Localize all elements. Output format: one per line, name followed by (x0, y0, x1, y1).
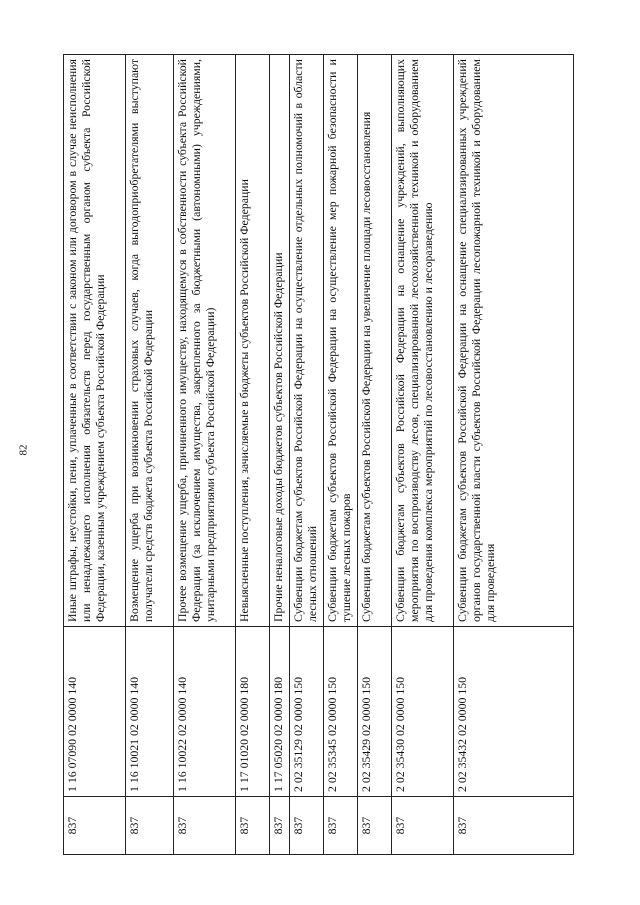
admin-code: 837 (270, 797, 290, 855)
document-table (63, 55, 573, 855)
table-row (392, 55, 454, 855)
table-row (270, 55, 290, 855)
income-description: Возмещение ущерба при возникновении страховых случаев, когда выгодоприобретателями выступают получатели средств бюджета субъекта Российской Федерации (126, 55, 174, 627)
income-code: 2 02 35129 02 0000 150 (290, 627, 324, 797)
table-row (64, 55, 126, 855)
table-row (174, 55, 236, 855)
income-code: 1 16 10021 02 0000 140 (126, 627, 174, 797)
income-description: Субвенции бюджетам субъектов Российской Федерации на осуществление мер пожарной безопасности и тушение лесных пожаров (324, 55, 358, 627)
admin-code: 837 (324, 797, 358, 855)
income-description: Прочее возмещение ущерба, причиненного имуществу, находящемуся в собственности субъекта Российской Федерации (за исключением имущества, закрепленного за бюджетными (автономными) учреждениями, унитарными предприятиями субъекта Российской Федерации) (174, 55, 236, 627)
admin-code: 837 (358, 797, 392, 855)
admin-code: 837 (236, 797, 270, 855)
admin-code: 837 (290, 797, 324, 855)
income-code: 1 17 01020 02 0000 180 (236, 627, 270, 797)
income-code: 1 16 07090 02 0000 140 (64, 627, 126, 797)
income-code: 1 17 05020 02 0000 180 (270, 627, 290, 797)
table-row (290, 55, 324, 855)
table-row (358, 55, 392, 855)
income-description: Иные штрафы, неустойки, пени, уплаченные в соответствии с законом или договором в случае неисполнения или ненадлежащего исполнения обязательств перед государственным органом субъекта Российской Федерации, казенным учреждением субъекта Российской Федерации (64, 55, 126, 627)
admin-code: 837 (392, 797, 454, 855)
table-row (454, 55, 574, 855)
income-description: Субвенции бюджетам субъектов Российской Федерации на оснащение специализированных учреждений органов государственной власти субъектов Российской Федерации лесопожарной техникой и оборудованием для проведения (454, 55, 574, 627)
admin-code: 837 (64, 797, 126, 855)
table-row (236, 55, 270, 855)
admin-code: 837 (126, 797, 174, 855)
income-description: Прочие неналоговые доходы бюджетов субъектов Российской Федерации (270, 55, 290, 627)
table-row (324, 55, 358, 855)
income-code: 2 02 35430 02 0000 150 (392, 627, 454, 797)
admin-code: 837 (454, 797, 574, 855)
income-code: 2 02 35429 02 0000 150 (358, 627, 392, 797)
income-description: Субвенции бюджетам субъектов Российской Федерации на увеличение площади лесовосстановления (358, 55, 392, 627)
income-code: 2 02 35432 02 0000 150 (454, 627, 574, 797)
table-row (126, 55, 174, 855)
table-body (64, 55, 574, 855)
admin-code: 837 (174, 797, 236, 855)
page-number: 82 (17, 444, 30, 456)
income-code: 2 02 35345 02 0000 150 (324, 627, 358, 797)
income-code: 1 16 10022 02 0000 140 (174, 627, 236, 797)
income-description: Субвенции бюджетам субъектов Российской Федерации на осуществление отдельных полномочий в области лесных отношений (290, 55, 324, 627)
income-description: Субвенции бюджетам субъектов Российской Федерации на оснащение учреждений, выполняющих мероприятия по воспроизводству лесов, специализированной лесохозяйственной техникой и оборудованием для проведения комплекса мероприятий по лесовосстановлению и лесоразведению (392, 55, 454, 627)
income-description: Невыясненные поступления, зачисляемые в бюджеты субъектов Российской Федерации (236, 55, 270, 627)
